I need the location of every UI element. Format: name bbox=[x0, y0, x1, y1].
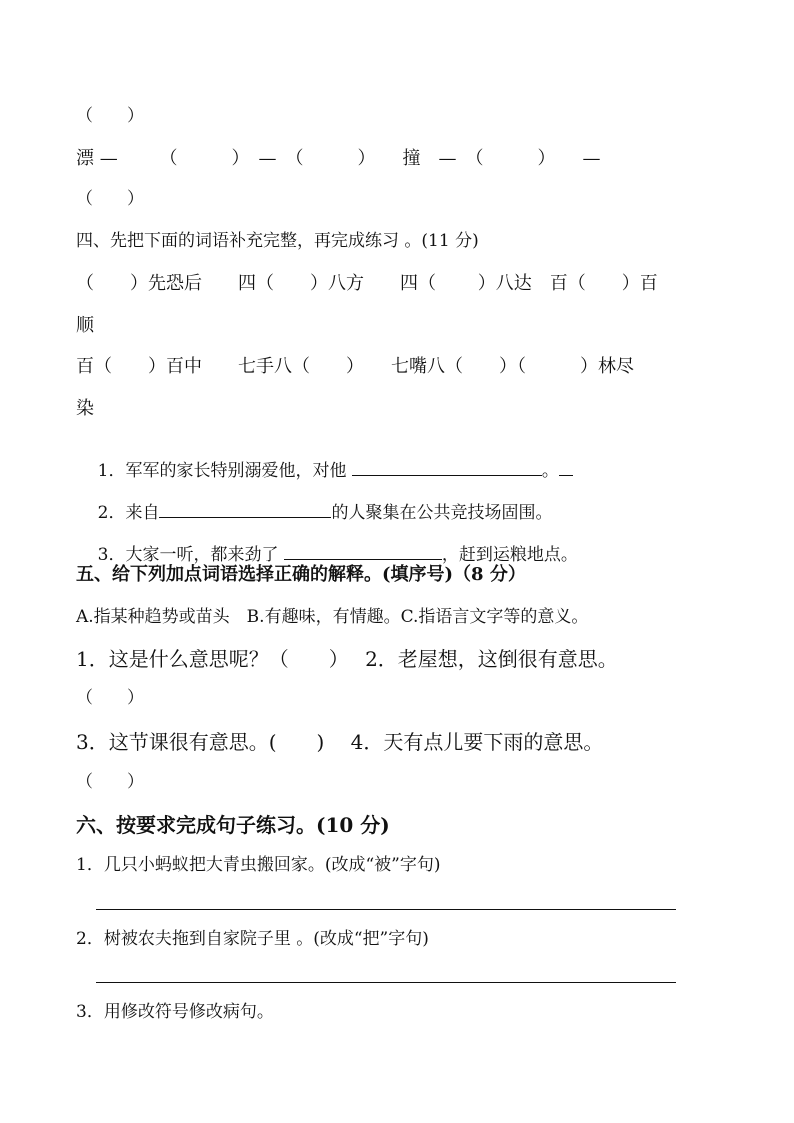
item-text: 1．军军的家长特别溺爱他，对他 bbox=[97, 461, 352, 481]
word-chain-row: 漂 — （ ） — （ ） 撞 — （ ） — bbox=[76, 148, 601, 169]
answer-underline bbox=[159, 501, 331, 518]
section-5-options: A.指某种趋势或苗头 B.有趣味，有情趣。C.指语言文字等的意义。 bbox=[76, 607, 589, 627]
section-6-item-2: 2．树被农夫拖到自家院子里 。(改成“把”字句) bbox=[76, 929, 429, 949]
blank-parens: （ ） bbox=[76, 772, 144, 792]
item-text: 2．来自 bbox=[97, 503, 160, 523]
section-6-title: 六、按要求完成句子练习。(10 分) bbox=[76, 813, 390, 837]
section-5-title: 五、给下列加点词语选择正确的解释。(填序号)（8 分） bbox=[76, 564, 526, 585]
section-6-item-1: 1．几只小蚂蚁把大青虫搬回家。(改成“被”字句) bbox=[76, 855, 441, 875]
idiom-row-1: （ ）先恐后 四（ ）八方 四（ ）八达 百（ ）百 bbox=[76, 273, 658, 294]
answer-underline bbox=[284, 543, 442, 560]
idiom-row-2: 百（ ）百中 七手八（ ） 七嘴八（ ）（ ）林尽 bbox=[76, 356, 634, 377]
idiom-row-1-wrap: 顺 bbox=[76, 315, 94, 336]
item-text: 3．大家一听，都来劲了 bbox=[97, 545, 284, 565]
answer-line bbox=[96, 982, 676, 983]
section-4-title: 四、先把下面的词语补充完整，再完成练习 。(11 分) bbox=[76, 231, 479, 251]
item-text: 。 bbox=[541, 461, 559, 481]
section-6-item-3: 3．用修改符号修改病句。 bbox=[76, 1002, 274, 1022]
blank-parens: （ ） bbox=[76, 106, 144, 126]
item-text: ，赶到运粮地点。 bbox=[441, 545, 578, 565]
answer-underline bbox=[352, 459, 542, 476]
item-text: 的人聚集在公共竞技场固围。 bbox=[331, 503, 553, 523]
answer-line bbox=[96, 909, 676, 910]
answer-underline bbox=[559, 459, 573, 476]
blank-parens: （ ） bbox=[76, 189, 144, 209]
idiom-row-2-wrap: 染 bbox=[76, 398, 94, 419]
blank-parens: （ ） bbox=[76, 688, 144, 708]
section-5-row-1: 1．这是什么意思呢？（ ） 2．老屋想，这倒很有意思。 bbox=[76, 647, 618, 671]
section-5-row-2: 3．这节课很有意思。( ) 4．天有点儿要下雨的意思。 bbox=[76, 730, 604, 754]
